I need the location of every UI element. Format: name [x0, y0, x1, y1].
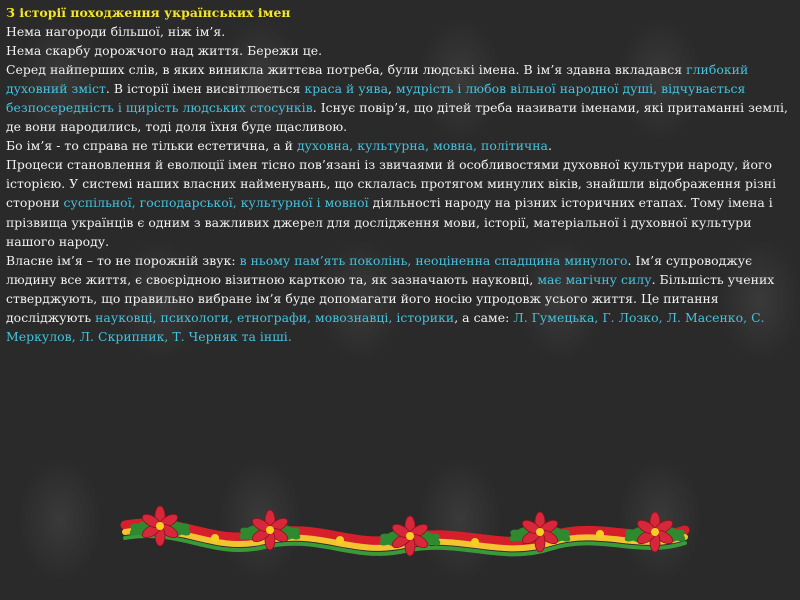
- highlight-spiritual-cultural: духовна, культурна, мовна, політична: [296, 138, 548, 154]
- highlight-researchers: науковці, психологи, етнографи, мовознавці, історики: [95, 309, 455, 325]
- highlight-authors: Л. Гумецька, Г. Лозко, Л. Масенко, С. Меркулов, Л. Скрипник, Т. Черняк та інші.: [6, 309, 765, 344]
- slide-title: З історії походження українських імен: [6, 5, 291, 20]
- paragraph-name-nature: Бо ім’я - то справа не тільки естетична, а й духовна, культурна, мовна, політична.: [6, 138, 552, 154]
- slide-text: [6, 3, 792, 346]
- highlight-wisdom: мудрість і любов вільної народної душі, відчувається безпосередність і щирість людських стосунків: [6, 81, 746, 116]
- flower-garland-icon: [120, 490, 690, 580]
- highlight-spiritual-meaning: глибокий духовний зміст: [6, 62, 749, 97]
- highlight-beauty: краса й уява: [304, 81, 389, 97]
- quote-line-1: Нема нагороди більшої, ніж ім’я.: [6, 24, 226, 40]
- quote-line-2: Нема скарбу дорожчого над життя. Бережи це.: [6, 43, 323, 59]
- highlight-magic: має магічну силу: [537, 271, 652, 287]
- highlight-memory: в ньому пам’ять поколінь, неоціненна спадщина минулого: [239, 252, 628, 268]
- paragraph-names-origin: Серед найперших слів, в яких виникла життєва потреба, були людські імена. В ім’я здавна вкладався глибокий духовний зміст. В історії імен висвітлюється краса й уява, мудрість і любов вільної народної душі, відчувається безпосередність і щирість людських стосунків. Існує повір’я, що дітей треба називати іменами, які притаманні землі, де вони народились, тоді доля їхня буде щасливою.: [6, 62, 788, 135]
- paragraph-own-name: Власне ім’я – то не порожній звук: в ньому пам’ять поколінь, неоціненна спадщина минулого. Ім’я супроводжує людину все життя, є своєрідною візитною карткою та, як зазначають науковці, має магічну силу. Більшість учених стверджують, що правильно вибране ім’я буде допомагати його носію упродовж усього життя. Це питання досліджують науковці, психологи, етнографи, мовознавці, історики, а саме: Л. Гумецька, Г. Лозко, Л. Масенко, С. Меркулов, Л. Скрипник, Т. Черняк та інші.: [6, 252, 775, 344]
- highlight-social-spheres: суспільної, господарської, культурної і мовної: [63, 195, 369, 211]
- paragraph-evolution: Процеси становлення й еволюції імен тісно пов’язані із звичаями й особливостями духовної культури народу, його історією. У системі наших власних найменувань, що склалась протягом минулих віків, знайшли відображення різні сторони суспільної, господарської, культурної і мовної діяльності народу на різних історичних етапах. Тому імена і прізвища українців є одним з важливих джерел для дослідження мови, історії, матеріальної і духовної культури нашого народу.: [6, 157, 777, 249]
